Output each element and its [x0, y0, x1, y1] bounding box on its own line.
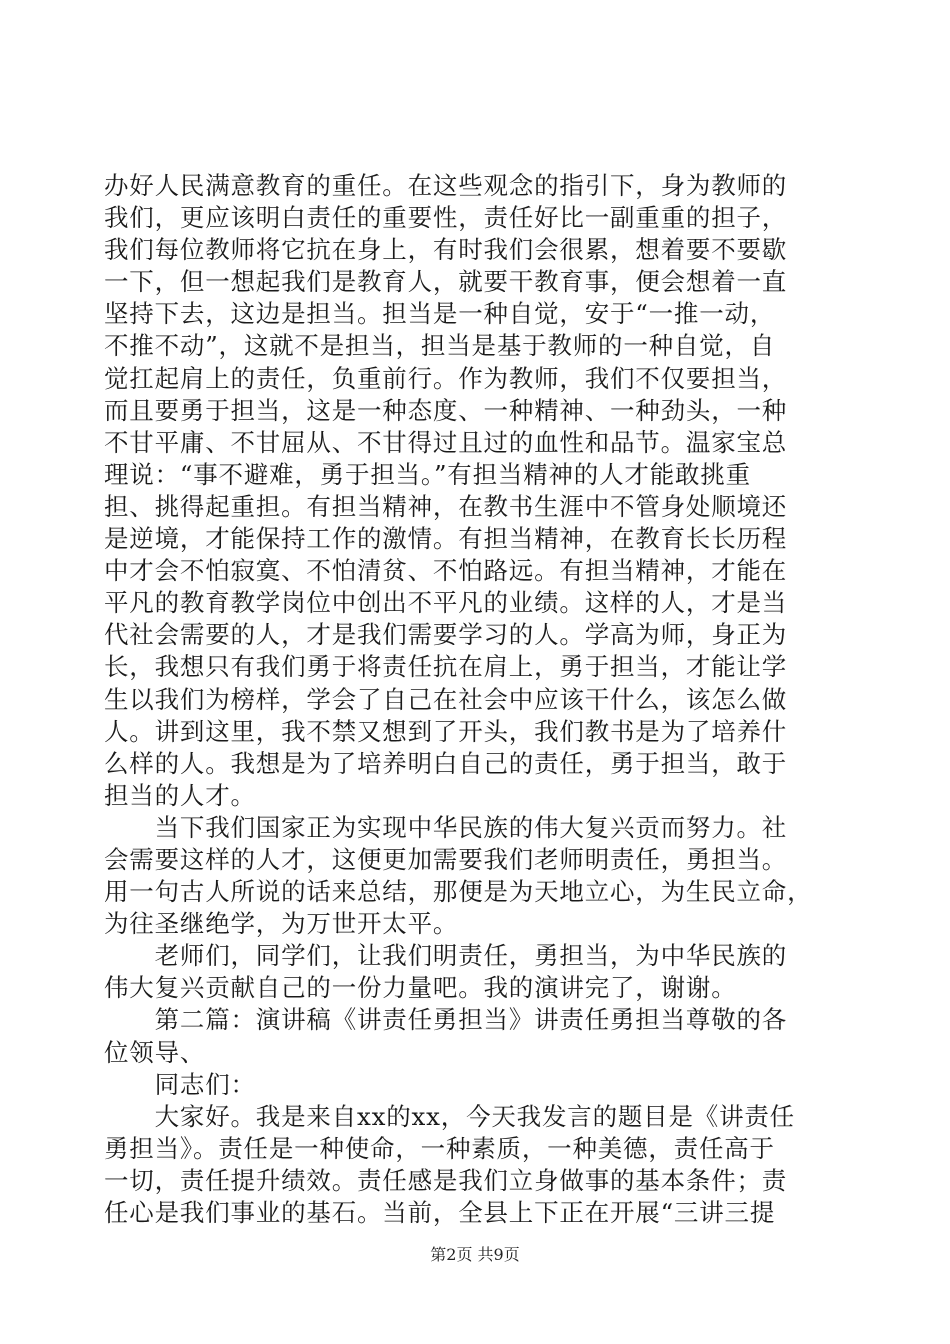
text-line: 为往圣继绝学，为万世开太平。: [104, 909, 459, 939]
text-line: 不甘平庸、不甘屈从、不甘得过且过的血性和品节。温家宝总: [104, 427, 788, 457]
text-line: 是逆境，才能保持工作的激情。有担当精神，在教育长长历程: [104, 524, 788, 554]
text-line: 当下我们国家正为实现中华民族的伟大复兴贡而努力。社: [104, 812, 788, 842]
text-line: 中才会不怕寂寞、不怕清贫、不怕路远。有担当精神，才能在: [104, 556, 788, 586]
text-line: 人。讲到这里，我不禁又想到了开头，我们教书是为了培养什: [104, 716, 788, 746]
text-line: 么样的人。我想是为了培养明白自己的责任，勇于担当，敢于: [104, 748, 788, 778]
text-line: 伟大复兴贡献自己的一份力量吧。我的演讲完了，谢谢。: [104, 973, 737, 1003]
text-line: 生以我们为榜样，学会了自己在社会中应该干什么，该怎么做: [104, 684, 788, 714]
text-line: 我们，更应该明白责任的重要性，责任好比一副重重的担子，: [104, 203, 788, 233]
text-line: 任心是我们事业的基石。当前，全县上下正在开展“三讲三提: [104, 1198, 776, 1227]
text-line: 坚持下去，这边是担当。担当是一种自觉，安于“一推一动，: [104, 299, 776, 329]
page-number-footer: 第2页 共9页: [430, 1245, 520, 1264]
text-line: 勇担当》。责任是一种使命，一种素质，一种美德，责任高于: [104, 1133, 775, 1163]
text-line: 理说：“事不避难，勇于担当。”有担当精神的人才能敢挑重: [104, 459, 751, 489]
text-line: 老师们，同学们，让我们明责任，勇担当，为中华民族的: [104, 941, 788, 971]
text-line: 位领导、: [104, 1037, 206, 1067]
text-line: 长，我想只有我们勇于将责任抗在肩上，勇于担当，才能让学: [104, 652, 788, 682]
text-line: 第二篇：演讲稿《讲责任勇担当》讲责任勇担当尊敬的各: [104, 1005, 788, 1035]
text-line: 而且要勇于担当，这是一种态度、一种精神、一种劲头，一种: [104, 395, 788, 425]
text-line: 我们每位教师将它抗在身上，有时我们会很累，想着要不要歇: [104, 235, 788, 265]
text-line: 觉扛起肩上的责任，负重前行。作为教师，我们不仅要担当，: [104, 363, 788, 393]
text-line: 办好人民满意教育的重任。在这些观念的指引下，身为教师的: [104, 171, 788, 200]
text-line: 担当的人才。: [104, 780, 256, 810]
text-line: 一切，责任提升绩效。责任感是我们立身做事的基本条件；责: [104, 1165, 788, 1195]
text-line: 用一句古人所说的话来总结，那便是为天地立心，为生民立命，: [104, 877, 813, 907]
text-line: 一下，但一想起我们是教育人，就要干教育事，便会想着一直: [104, 267, 788, 297]
text-line: 会需要这样的人才，这便更加需要我们老师明责任，勇担当。: [104, 844, 788, 874]
text-line: 担、挑得起重担。有担当精神，在教书生涯中不管身处顺境还: [104, 491, 788, 521]
document-body: [104, 170, 844, 1229]
text-line: 同志们：: [104, 1069, 256, 1099]
text-line: 代社会需要的人，才是我们需要学习的人。学高为师，身正为: [104, 620, 788, 650]
text-line: 平凡的教育教学岗位中创出不平凡的业绩。这样的人，才是当: [104, 588, 788, 618]
text-line: 不推不动”，这就不是担当，担当是基于教师的一种自觉，自: [104, 331, 776, 361]
text-line: 大家好。我是来自xx的xx，今天我发言的题目是《讲责任: [104, 1101, 795, 1131]
